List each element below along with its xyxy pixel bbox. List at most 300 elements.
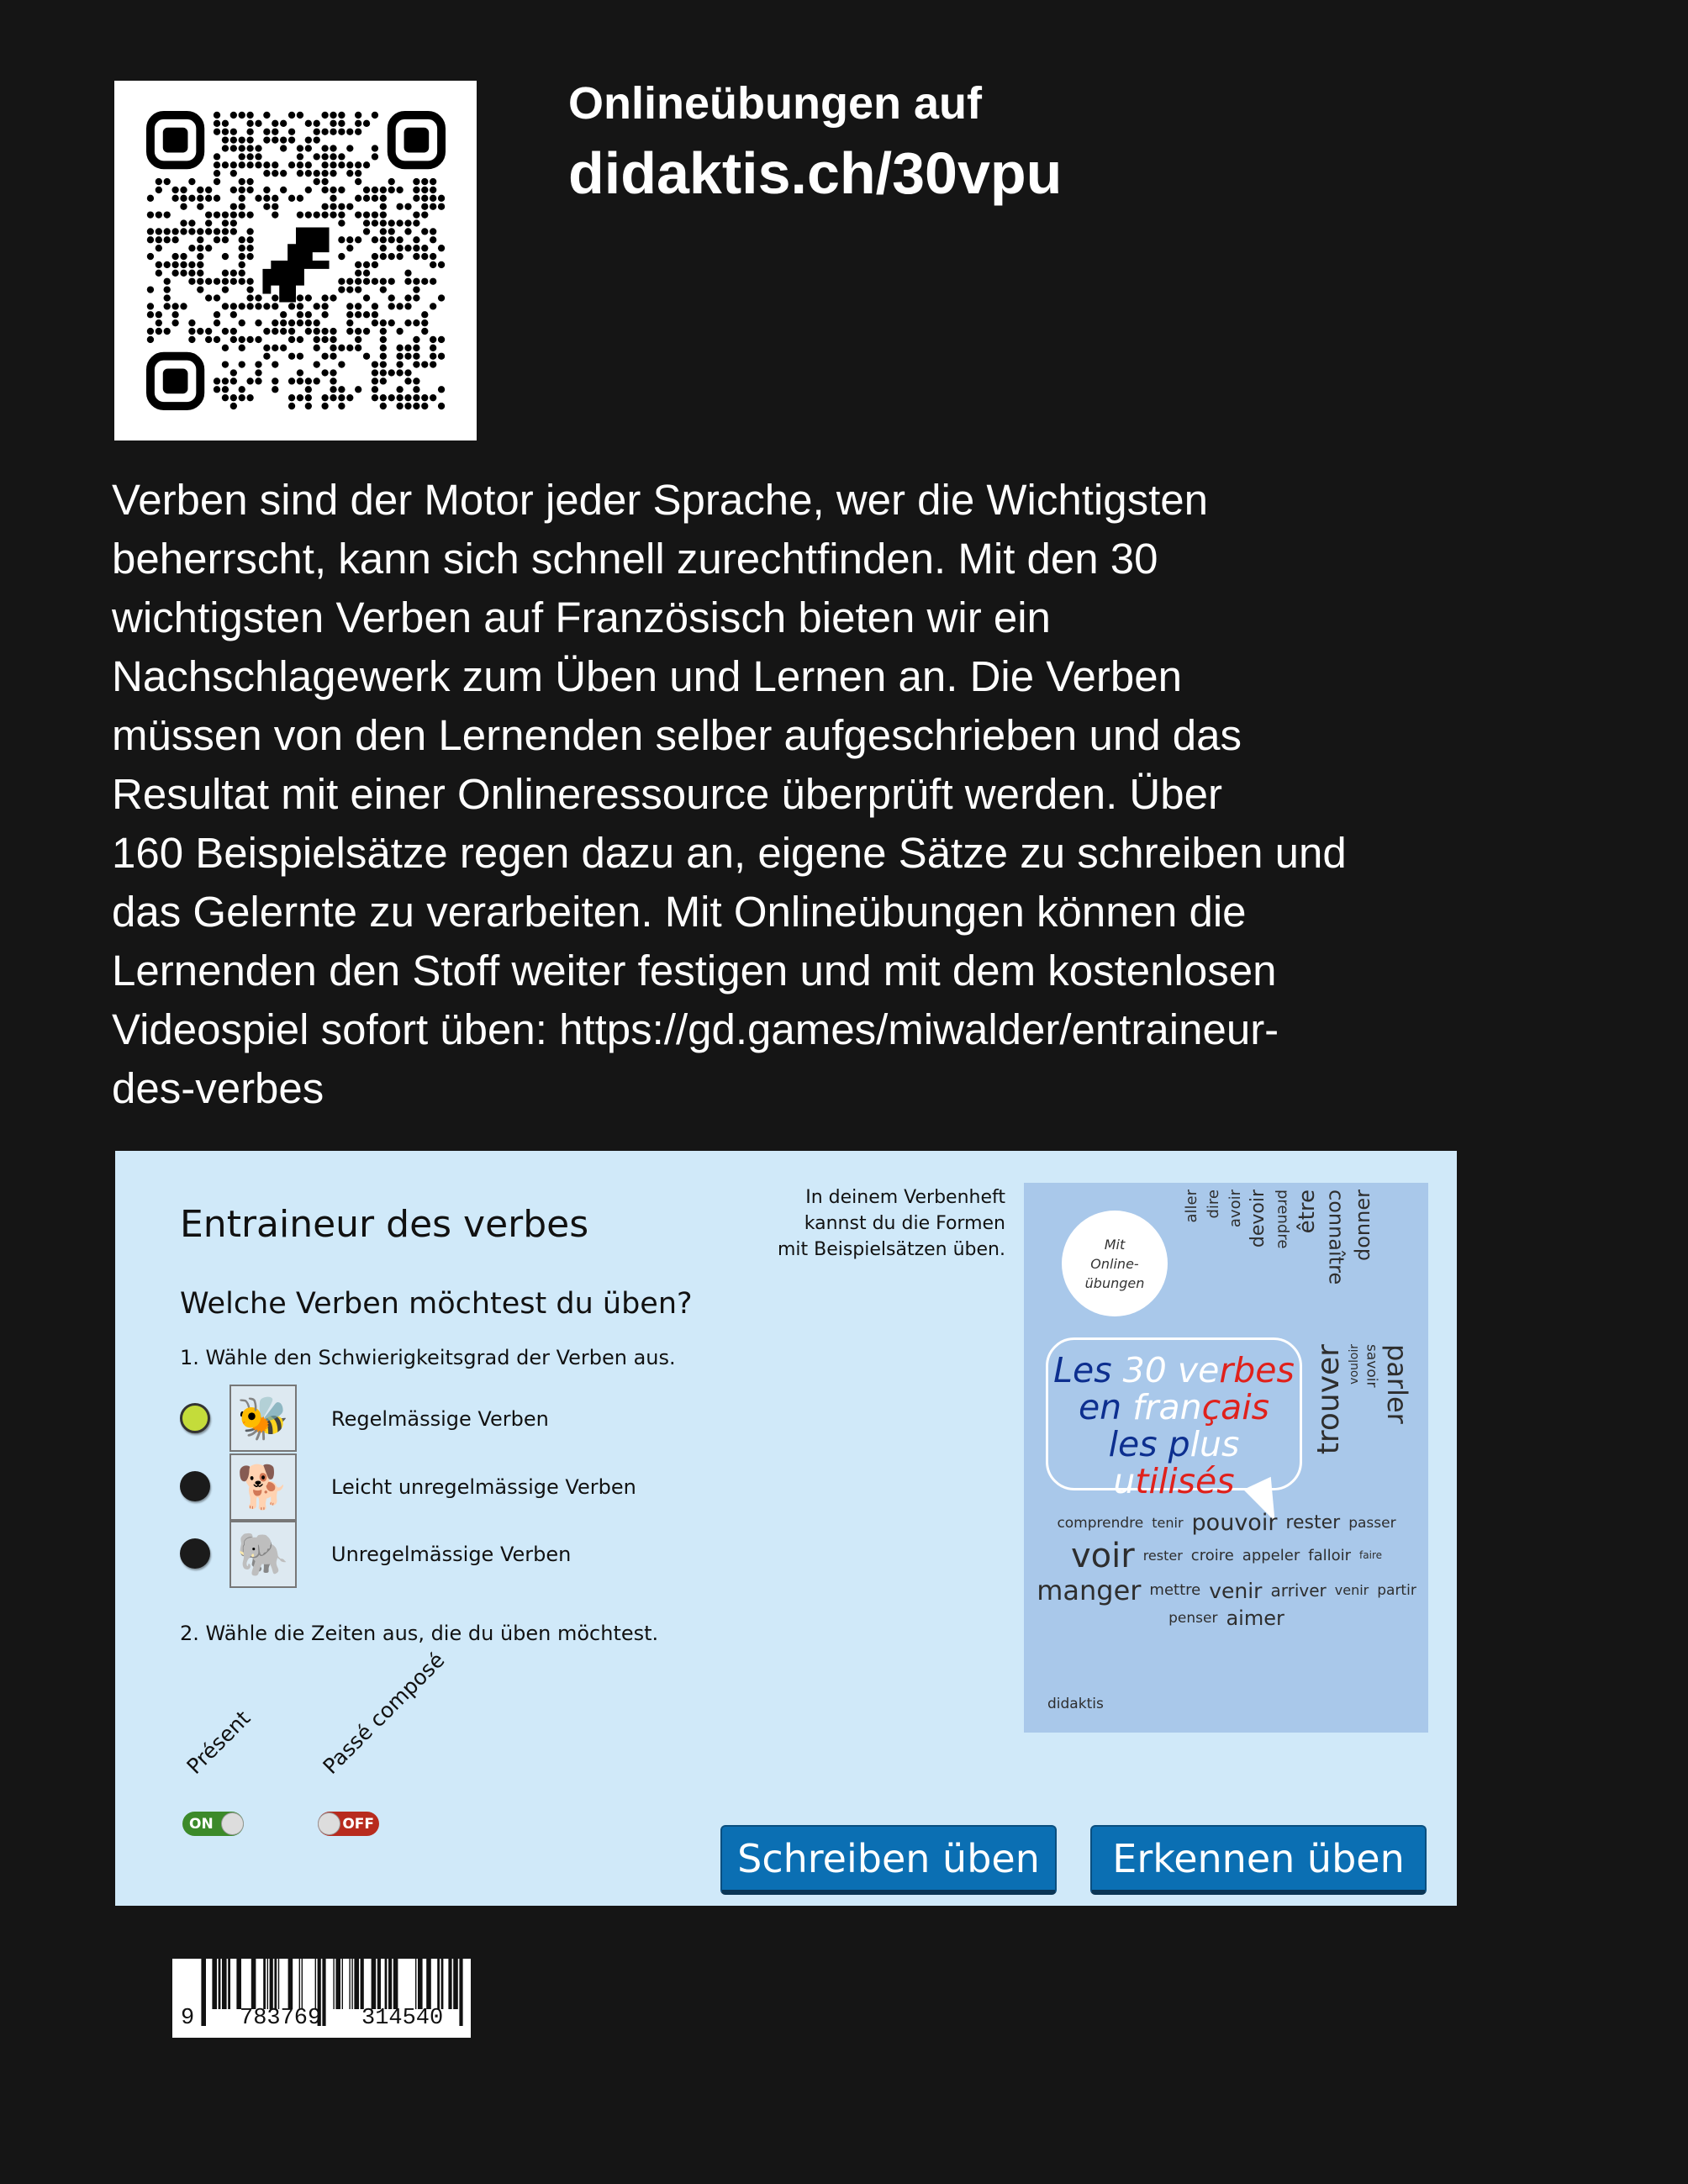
qr-dot [188, 336, 195, 343]
qr-dot [197, 187, 203, 193]
qr-dot [388, 319, 395, 326]
qr-dot [214, 319, 220, 326]
qr-dot [372, 253, 378, 260]
qr-dot [346, 170, 353, 177]
qr-dot [404, 345, 411, 351]
qr-dot [404, 377, 411, 384]
qr-finder-center [163, 369, 188, 394]
qr-dot [438, 294, 445, 301]
passe-compose-toggle[interactable] [318, 1812, 379, 1836]
level-radio-slightly-irregular[interactable] [180, 1471, 210, 1501]
qr-dot [421, 253, 428, 260]
cover-word: comprendre [1057, 1514, 1144, 1532]
dalmatian-icon: 🐕 [229, 1453, 297, 1521]
qr-dot [263, 303, 270, 309]
write-practice-button[interactable]: Schreiben üben [720, 1825, 1057, 1895]
qr-dot [230, 203, 237, 210]
qr-dot [330, 153, 336, 160]
qr-dot [380, 319, 387, 326]
qr-dot [272, 195, 278, 202]
qr-dot [338, 403, 345, 409]
qr-dot [188, 270, 195, 277]
qr-dot [421, 187, 428, 193]
qr-dot [246, 211, 253, 218]
qr-dot [396, 187, 403, 193]
publisher-logo: didaktis [1047, 1696, 1104, 1712]
qr-dot [305, 311, 312, 318]
qr-dot [280, 170, 287, 177]
qr-dot [197, 236, 203, 243]
qr-dot [380, 345, 387, 351]
qr-dot [239, 236, 245, 243]
qr-dot [314, 336, 320, 343]
qr-dot [372, 211, 378, 218]
qr-dot [388, 187, 395, 193]
qr-dot [372, 261, 378, 268]
qr-dot [346, 286, 353, 293]
qr-dot [205, 294, 212, 301]
qr-dot [280, 187, 287, 193]
qr-dot [321, 145, 328, 151]
qr-dot [338, 187, 345, 193]
qr-dot [314, 153, 320, 160]
qr-dot [355, 278, 361, 285]
qr-dot [147, 303, 154, 309]
qr-dot [214, 278, 220, 285]
qr-dot [263, 345, 270, 351]
qr-dot [180, 270, 187, 277]
qr-dot [214, 195, 220, 202]
qr-dot [355, 211, 361, 218]
qr-dot [246, 377, 253, 384]
barcode-bar [278, 1959, 279, 2009]
qr-dot [288, 161, 295, 168]
qr-dot [222, 270, 229, 277]
qr-dot [355, 345, 361, 351]
qr-dot [263, 187, 270, 193]
qr-dot [156, 270, 162, 277]
qr-dot [338, 286, 345, 293]
qr-dot [330, 129, 336, 135]
info-line: In deinem Verbenheft [805, 1187, 1005, 1208]
barcode-bar [274, 1959, 277, 2009]
qr-dot [288, 403, 295, 409]
description-line: Videospiel sofort üben: https://gd.games/miwalder/entraineur- [112, 1005, 1279, 1053]
barcode-bar [299, 1959, 300, 2009]
qr-dot [239, 270, 245, 277]
info-line: mit Beispielsätzen üben. [777, 1239, 1005, 1260]
qr-dot [321, 187, 328, 193]
qr-dot [246, 294, 253, 301]
description-line: Verben sind der Motor jeder Sprache, wer die Wichtigsten [112, 476, 1208, 524]
barcode-bar [267, 1959, 268, 2009]
qr-dot [239, 195, 245, 202]
qr-dot [222, 120, 229, 127]
qr-dot [280, 136, 287, 143]
qr-dot [297, 294, 303, 301]
qr-dot [321, 403, 328, 409]
qr-dot [438, 386, 445, 393]
barcode-bar [351, 1959, 352, 2009]
info-text [778, 1184, 1005, 1263]
qr-dot [297, 311, 303, 318]
qr-dot [413, 294, 419, 301]
qr-dot [346, 303, 353, 309]
cover-word: être [1295, 1190, 1321, 1234]
qr-dot [230, 161, 237, 168]
qr-dot [164, 178, 171, 185]
qr-dot [338, 153, 345, 160]
qr-dot [164, 303, 171, 309]
qr-dot [413, 236, 419, 243]
qr-dot [305, 294, 312, 301]
qr-dot [380, 353, 387, 360]
qr-dot [255, 377, 261, 384]
qr-dot [438, 353, 445, 360]
qr-dot [321, 178, 328, 185]
qr-dot [321, 129, 328, 135]
qr-dot [230, 328, 237, 335]
qr-dot [346, 161, 353, 168]
qr-dot [396, 345, 403, 351]
qr-dot [404, 245, 411, 251]
qr-dot [305, 403, 312, 409]
qr-dot [438, 245, 445, 251]
cover-word: avoir [1226, 1190, 1244, 1228]
qr-dot [430, 345, 436, 351]
qr-dot [330, 294, 336, 301]
qr-dot [363, 278, 370, 285]
qr-dot [288, 112, 295, 119]
qr-dot [214, 153, 220, 160]
qr-dot [288, 353, 295, 360]
qr-dot [288, 136, 295, 143]
qr-dot [321, 311, 328, 318]
qr-dot [246, 187, 253, 193]
qr-dot [396, 403, 403, 409]
cover-word: croire [1190, 1546, 1234, 1564]
qr-dot [222, 303, 229, 309]
qr-dot [346, 203, 353, 210]
qr-dot [338, 112, 345, 119]
qr-dot [380, 403, 387, 409]
qr-dot [246, 136, 253, 143]
recognize-practice-button[interactable]: Erkennen üben [1090, 1825, 1427, 1895]
title-part: çais [1201, 1387, 1270, 1427]
qr-dot [355, 328, 361, 335]
qr-dot [321, 294, 328, 301]
barcode-bar [361, 1959, 364, 2009]
qr-dot [197, 203, 203, 210]
qr-dot [396, 328, 403, 335]
qr-dot [355, 286, 361, 293]
qr-dot [164, 294, 171, 301]
level-radio-regular[interactable] [180, 1403, 210, 1433]
qr-dot [188, 278, 195, 285]
qr-dot [404, 203, 411, 210]
qr-dot [430, 228, 436, 235]
qr-dot [222, 219, 229, 226]
qr-dot [230, 187, 237, 193]
qr-dot [239, 145, 245, 151]
qr-dot [305, 120, 312, 127]
qr-dot [355, 112, 361, 119]
qr-dot [372, 303, 378, 309]
qr-dot [305, 394, 312, 401]
qr-dot [214, 377, 220, 384]
qr-dot [288, 319, 295, 326]
qr-dot [188, 319, 195, 326]
cover-word: penser [1168, 1609, 1218, 1627]
qr-dot [321, 153, 328, 160]
cover-word: pouvoir [1191, 1510, 1278, 1536]
qr-dot [214, 386, 220, 393]
qr-dot [164, 228, 171, 235]
qr-dot [255, 336, 261, 343]
qr-dot [230, 403, 237, 409]
qr-dot [156, 245, 162, 251]
qr-dot [272, 319, 278, 326]
qr-dot [372, 236, 378, 243]
qr-dot [222, 161, 229, 168]
qr-dot [330, 377, 336, 384]
qr-dot [363, 328, 370, 335]
qr-dot [171, 228, 178, 235]
qr-dot [413, 361, 419, 367]
qr-dot [280, 319, 287, 326]
qr-dot [280, 328, 287, 335]
qr-dot [380, 203, 387, 210]
qr-dot [255, 294, 261, 301]
qr-dot [272, 136, 278, 143]
qr-dot [363, 261, 370, 268]
qr-dot [321, 336, 328, 343]
qr-dot [338, 120, 345, 127]
qr-dot [314, 120, 320, 127]
qr-dot [288, 394, 295, 401]
qr-dot [388, 228, 395, 235]
qr-dot [396, 236, 403, 243]
level-label-slightly-irregular: Leicht unregelmässige Verben [331, 1475, 636, 1499]
online-exercises-label: Onlineübungen auf [568, 78, 982, 129]
qr-dot [272, 203, 278, 210]
qr-dot [222, 361, 229, 367]
qr-dot [404, 270, 411, 277]
qr-dot [230, 270, 237, 277]
qr-dot [156, 328, 162, 335]
qr-dot [147, 311, 154, 318]
qr-dot [396, 353, 403, 360]
title-part: en [1078, 1387, 1133, 1427]
qr-dot [280, 311, 287, 318]
qr-dot [404, 369, 411, 376]
qr-dot [338, 386, 345, 393]
qr-dot [346, 319, 353, 326]
qr-dot [355, 336, 361, 343]
title-part: lus u [1113, 1424, 1240, 1501]
qr-dot [314, 328, 320, 335]
cover-word: connaître [1324, 1190, 1348, 1285]
cover-word: rester [1285, 1511, 1341, 1533]
elephant-icon: 🐘 [229, 1521, 297, 1588]
barcode-bar [393, 1959, 398, 2009]
qr-dot [404, 319, 411, 326]
qr-dot [372, 112, 378, 119]
qr-dot [380, 328, 387, 335]
toggle-knob [318, 1812, 340, 1835]
qr-dot [230, 129, 237, 135]
barcode-bar [426, 1959, 431, 2009]
qr-dot [239, 153, 245, 160]
qr-dot [239, 203, 245, 210]
qr-dot [314, 129, 320, 135]
qr-dot [246, 145, 253, 151]
qr-dot [188, 228, 195, 235]
badge-line: übungen [1084, 1274, 1145, 1291]
qr-dot [147, 211, 154, 218]
qr-dot [355, 161, 361, 168]
qr-dot [230, 219, 237, 226]
barcode-bar [228, 1959, 230, 2009]
level-label-irregular: Unregelmässige Verben [331, 1543, 572, 1566]
qr-dot [239, 386, 245, 393]
qr-dot [330, 145, 336, 151]
qr-dot [255, 195, 261, 202]
qr-dot [421, 319, 428, 326]
title-part: les p [1108, 1424, 1190, 1464]
qr-dot [404, 278, 411, 285]
qr-dot [372, 187, 378, 193]
word-cloud-bottom [1031, 1511, 1422, 1691]
qr-dot [321, 161, 328, 168]
qr-dot [305, 211, 312, 218]
barcode-bar [302, 1959, 303, 2009]
word-cloud-middle [1312, 1344, 1427, 1496]
qr-dot [205, 328, 212, 335]
qr-dot [355, 303, 361, 309]
qr-dot [214, 294, 220, 301]
qr-dot [246, 120, 253, 127]
qr-dot [330, 336, 336, 343]
qr-dot [380, 187, 387, 193]
qr-dot [230, 303, 237, 309]
qr-dot [164, 328, 171, 335]
qr-dot [222, 345, 229, 351]
barcode-bar [201, 1959, 206, 2026]
qr-dot [239, 245, 245, 251]
qr-dot [255, 120, 261, 127]
qr-dot [188, 328, 195, 335]
game-title: Entraineur des verbes [180, 1203, 589, 1246]
qr-dot [205, 336, 212, 343]
qr-dot [297, 336, 303, 343]
qr-dot [372, 145, 378, 151]
qr-dot [404, 294, 411, 301]
qr-dot [246, 129, 253, 135]
present-toggle[interactable] [182, 1812, 244, 1836]
online-badge [1062, 1211, 1168, 1316]
cover-word: aimer [1226, 1606, 1284, 1630]
qr-dot [288, 328, 295, 335]
qr-dot [230, 211, 237, 218]
qr-dot [330, 187, 336, 193]
barcode-bar [459, 1959, 462, 2026]
qr-dot [239, 336, 245, 343]
barcode-bar [322, 1959, 325, 2026]
book-cover-image [1024, 1183, 1428, 1733]
qr-dot [239, 211, 245, 218]
qr-dot [355, 178, 361, 185]
qr-dot [380, 228, 387, 235]
qr-dot [346, 328, 353, 335]
cover-word: venir [1334, 1582, 1369, 1599]
barcode-bar [372, 1959, 377, 2009]
qr-dot [246, 394, 253, 401]
qr-dot [372, 219, 378, 226]
isbn-barcode [172, 1959, 471, 2038]
qr-dot [230, 145, 237, 151]
qr-dot [297, 195, 303, 202]
qr-dot [297, 161, 303, 168]
qr-dot [363, 228, 370, 235]
qr-dot [413, 319, 419, 326]
qr-dot [171, 311, 178, 318]
qr-dot [197, 261, 203, 268]
qr-dot [363, 311, 370, 318]
qr-dot [272, 170, 278, 177]
barcode-bar [236, 1959, 241, 2009]
qr-dot [438, 195, 445, 202]
qr-dot [305, 145, 312, 151]
barcode-bar [437, 1959, 440, 2009]
barcode-bar [448, 1959, 451, 2009]
qr-dot [230, 278, 237, 285]
qr-dot [263, 195, 270, 202]
description-line: das Gelernte zu verarbeiten. Mit Onlineübungen können die [112, 888, 1247, 936]
qr-dot [239, 161, 245, 168]
qr-dot [413, 253, 419, 260]
qr-dot [396, 219, 403, 226]
badge-line: Online- [1090, 1255, 1139, 1272]
level-label-regular: Regelmässige Verben [331, 1407, 549, 1431]
qr-dot [255, 319, 261, 326]
qr-dot [330, 161, 336, 168]
qr-dot [396, 394, 403, 401]
qr-dot [171, 270, 178, 277]
barcode-bar [335, 1959, 340, 2009]
qr-dot [246, 153, 253, 160]
qr-dot [288, 377, 295, 384]
qr-dot [380, 369, 387, 376]
qr-dot [180, 261, 187, 268]
qr-dot [263, 203, 270, 210]
title-part: 30 ve [1122, 1350, 1220, 1390]
qr-dot [430, 236, 436, 243]
qr-dot [164, 261, 171, 268]
qr-dot [372, 319, 378, 326]
qr-dot [305, 386, 312, 393]
level-radio-irregular[interactable] [180, 1538, 210, 1569]
qr-dot [147, 336, 154, 343]
qr-dot [214, 161, 220, 168]
qr-dot [430, 394, 436, 401]
barcode-bar [453, 1959, 458, 2009]
qr-dot [222, 145, 229, 151]
barcode-digits: 314540 [361, 2006, 444, 2031]
qr-dot [338, 161, 345, 168]
qr-dot [246, 245, 253, 251]
qr-dot [171, 303, 178, 309]
